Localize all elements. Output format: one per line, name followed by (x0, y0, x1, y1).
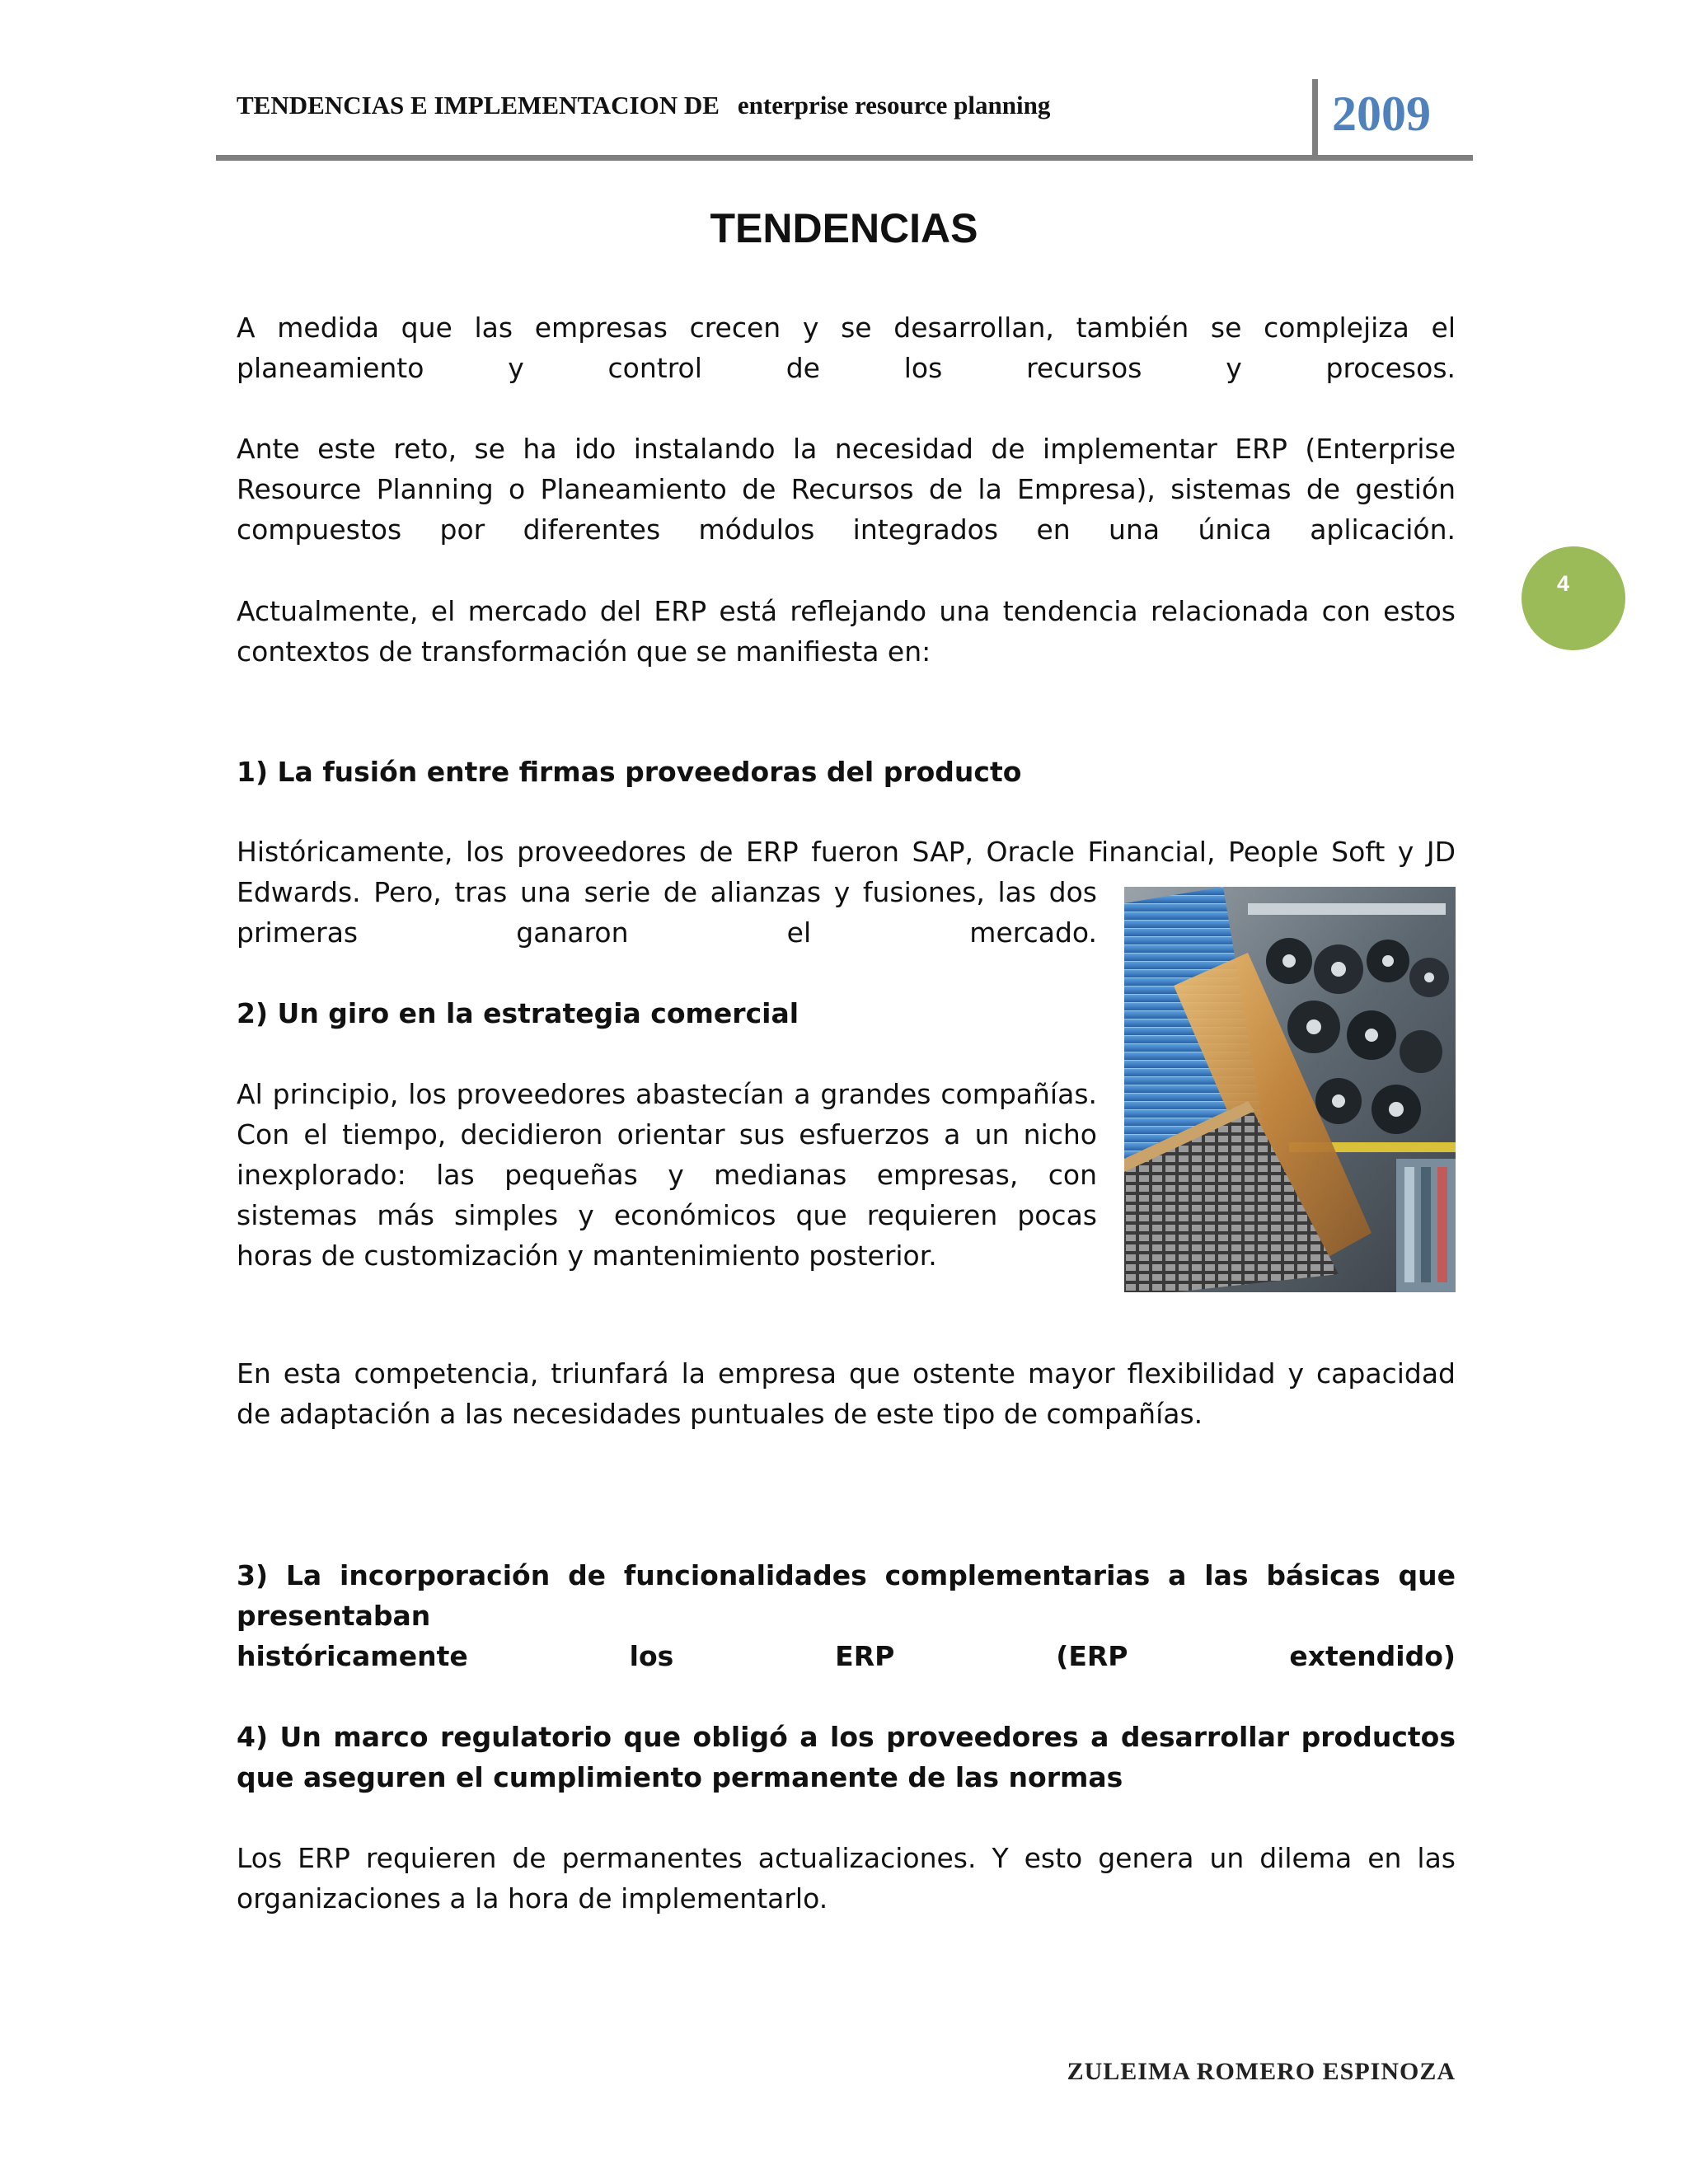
section-2-conclusion-block (237, 1353, 1456, 1434)
section-1-wrap-block (237, 872, 1097, 953)
section-2-body: Al principio, los proveedores abastecían a grandes compañías. Con el tiempo, decidieron orientar sus esfuerzos a un nicho inexplorado: las pequeñas y medianas empresas, con sistemas más simples y económicos que requieren pocas horas de customización y mantenimiento posterior. (237, 1078, 1097, 1272)
header-divider-vertical (1312, 79, 1318, 158)
header-divider-horizontal (216, 155, 1473, 161)
header-title-main: TENDENCIAS E IMPLEMENTACION DE (237, 91, 720, 120)
section-2-conclusion: En esta competencia, triunfará la empresa que ostente mayor flexibilidad y capacidad de adaptación a las necesidades puntuales de este tipo de compañías. (237, 1357, 1456, 1430)
page-title: TENDENCIAS (710, 205, 978, 251)
section-2-heading: 2) Un giro en la estrategia comercial (237, 997, 799, 1029)
intro-paragraph-2 (237, 429, 1456, 550)
erp-illustration-graphic (1124, 887, 1456, 1292)
section-4-body: Los ERP requieren de permanentes actualizaciones. Y esto genera un dilema en las organizaciones a la hora de implementarlo. (237, 1842, 1456, 1915)
intro-p1-line1: A medida que las empresas crecen y se desarrollan, también se complejiza el (237, 312, 1456, 344)
section-2-heading-block (237, 993, 1097, 1033)
section-1-line-2: Edwards. Pero, tras una serie de alianzas y fusiones, las dos (237, 876, 1097, 908)
section-4-heading: 4) Un marco regulatorio que obligó a los proveedores a desarrollar productos que aseguren el cumplimiento permanente de las normas (237, 1721, 1456, 1793)
section-3-heading-block (237, 1555, 1456, 1676)
section-1-heading-block (237, 752, 1456, 792)
intro-p2-line3: compuestos por diferentes módulos integrados en una única aplicación. (237, 513, 1456, 546)
intro-p3: Actualmente, el mercado del ERP está reflejando una tendencia relacionada con estos contextos de transformación que se manifiesta en: (237, 595, 1456, 668)
footer-author: ZULEIMA ROMERO ESPINOZA (1067, 2058, 1456, 2085)
header-subtitle: enterprise resource planning (737, 91, 1051, 120)
section-3-heading-line-2: históricamente los ERP (ERP extendido) (237, 1640, 1456, 1672)
intro-paragraph-1 (237, 307, 1456, 388)
section-1-line-1: Históricamente, los proveedores de ERP fueron SAP, Oracle Financial, People Soft y JD (237, 836, 1456, 868)
section-1-line-3: primeras ganaron el mercado. (237, 916, 1097, 949)
intro-p1-line2: planeamiento y control de los recursos y procesos. (237, 352, 1456, 384)
header-title (237, 91, 1050, 120)
intro-p2-line1: Ante este reto, se ha ido instalando la necesidad de implementar ERP (Enterprise (237, 433, 1456, 465)
section-1-line-1-block (237, 832, 1456, 872)
intro-p2-line2: Resource Planning o Planeamiento de Recursos de la Empresa), sistemas de gestión (237, 473, 1456, 505)
intro-paragraph-3 (237, 591, 1456, 672)
page-number-badge (1522, 546, 1625, 650)
section-1-heading: 1) La fusión entre firmas proveedoras del producto (237, 756, 1022, 788)
section-3-heading-line-1: 3) La incorporación de funcionalidades complementarias a las básicas que presentaban (237, 1559, 1456, 1632)
page-number: 4 (1556, 571, 1569, 596)
section-2-body-block (237, 1074, 1097, 1276)
section-4-body-block (237, 1838, 1456, 1919)
header-year: 2009 (1332, 87, 1431, 141)
section-4-heading-block (237, 1717, 1456, 1797)
erp-illustration-image (1124, 887, 1456, 1292)
